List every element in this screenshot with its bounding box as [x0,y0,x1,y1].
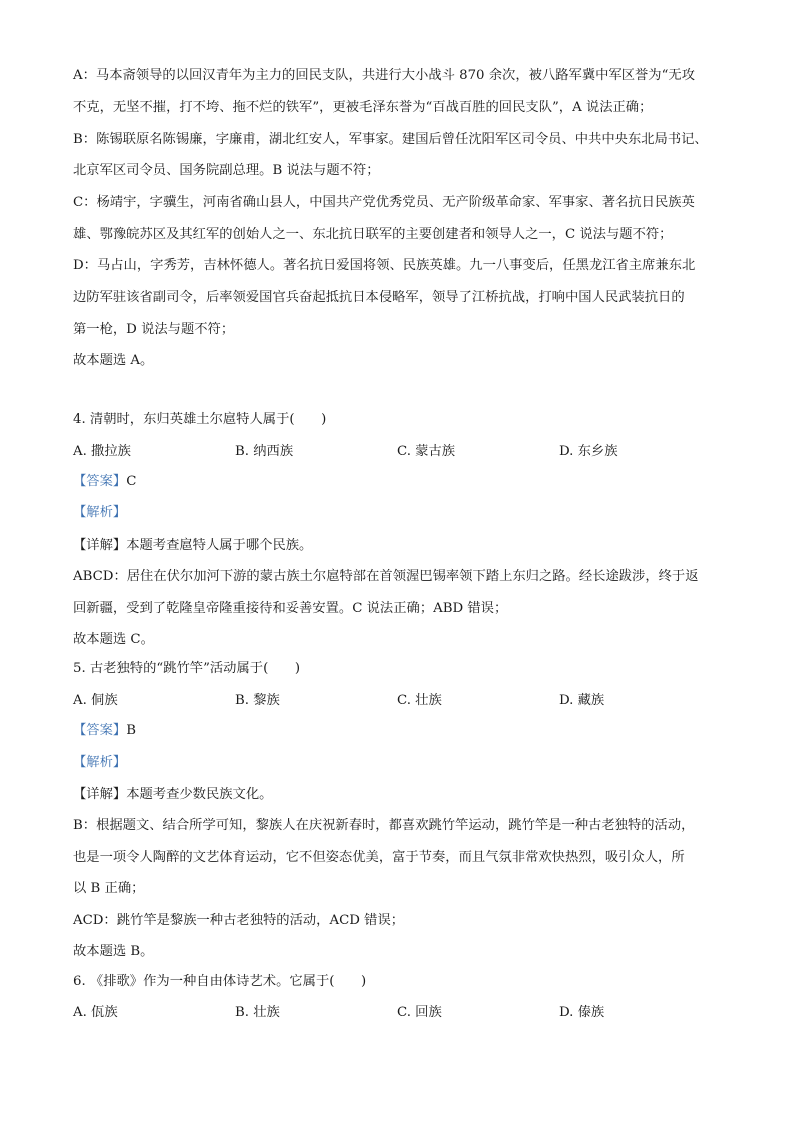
q5-detail-line [73,785,723,805]
detail-tag: 【详解】 [73,787,127,802]
q4-option-a: A. 撒拉族 [73,444,131,459]
q5-b-line1: B：根据题文、结合所学可知，黎族人在庆祝新春时，都喜欢跳竹竿运动，跳竹竿是一种古老独特的活动， [73,818,695,833]
q4-option-c: C. 蒙古族 [397,444,456,459]
q3-option-c-line1: C：杨靖宇，字骥生，河南省确山县人，中国共产党优秀党员、无产阶级革命家、军事家、著名抗日民族英 [73,195,695,210]
q3-option-d-line1: D：马占山，字秀芳，吉林怀德人。著名抗日爱国将领、民族英雄。九一八事变后，任黑龙江省主席兼东北 [73,258,696,273]
answer-tag: 【答案】 [73,474,127,489]
q6-stem: 6. 《排歌》作为一种自由体诗艺术。它属于( ) [73,974,367,989]
q5-answer-line [73,721,723,741]
q4-answer-line [73,472,723,492]
q3-option-d-line2: 边防军驻该省副司令，后率领爱国官兵奋起抵抗日本侵略军，领导了江桥抗战，打响中国人民武装抗日的 [73,290,685,305]
q5-answer: B [126,723,136,738]
q3-option-a-line1: A：马本斋领导的以回汉青年为主力的回民支队，共进行大小战斗 870 余次，被八路军冀中军区誉为“无攻 [73,68,695,83]
q5-analysis-tag [73,753,723,773]
q4-conclusion: 故本题选 C。 [73,632,154,647]
q4-stem: 4. 清朝时，东归英雄土尔扈特人属于( ) [73,412,327,427]
q5-detail: 本题考查少数民族文化。 [126,787,273,802]
q4-answer: C [126,474,137,489]
analysis-tag: 【解析】 [73,505,127,520]
q3-option-a-line2: 不克，无坚不摧，打不垮、拖不烂的铁军”，更被毛泽东誉为“百战百胜的回民支队”，A 说法正确； [73,100,653,115]
q5-stem: 5. 古老独特的“跳竹竿”活动属于( ) [73,661,301,676]
q3-option-d-line3: 第一枪，D 说法与题不符； [73,322,235,337]
q4-option-d: D. 东乡族 [559,444,618,459]
q4-option-b: B. 纳西族 [235,444,294,459]
q6-option-d: D. 傣族 [559,1005,605,1020]
q5-acd-line: ACD：跳竹竿是黎族一种古老独特的活动，ACD 错误； [73,913,405,928]
q5-option-c: C. 壮族 [397,693,442,708]
analysis-tag: 【解析】 [73,755,127,770]
q5-option-d: D. 藏族 [559,693,605,708]
q6-option-c: C. 回族 [397,1005,442,1020]
detail-tag: 【详解】 [73,538,127,553]
q3-option-c-line2: 雄、鄂豫皖苏区及其红军的创始人之一、东北抗日联军的主要创建者和领导人之一，C 说法与题不符； [73,227,673,242]
q5-conclusion: 故本题选 B。 [73,944,154,959]
q5-option-b: B. 黎族 [235,693,280,708]
q4-analysis-tag [73,503,723,523]
q4-detail: 本题考查扈特人属于哪个民族。 [126,538,313,553]
q4-abcd-line1: ABCD：居住在伏尔加河下游的蒙古族土尔扈特部在首领渥巴锡率领下踏上东归之路。经长途跋涉，终于返 [73,569,699,584]
q3-option-b-line2: 北京军区司令员、国务院副总理。B 说法与题不符； [73,163,380,178]
answer-tag: 【答案】 [73,723,127,738]
q6-option-b: B. 壮族 [235,1005,280,1020]
q4-abcd-line2: 回新疆，受到了乾隆皇帝隆重接待和妥善安置。C 说法正确；ABD 错误； [73,601,508,616]
q5-option-a: A. 侗族 [73,693,118,708]
q5-b-line3: 以 B 正确； [73,881,145,896]
q4-detail-line [73,536,723,556]
q3-conclusion: 故本题选 A。 [73,353,154,368]
q6-option-a: A. 佤族 [73,1005,118,1020]
q3-option-b-line1: B：陈锡联原名陈锡廉，字廉甫，湖北红安人，军事家。建国后曾任沈阳军区司令员、中共中央东北局书记、 [73,132,708,147]
q5-b-line2: 也是一项令人陶醉的文艺体育运动，它不但姿态优美，富于节奏，而且气氛非常欢快热烈，吸引众人，所 [73,850,685,865]
